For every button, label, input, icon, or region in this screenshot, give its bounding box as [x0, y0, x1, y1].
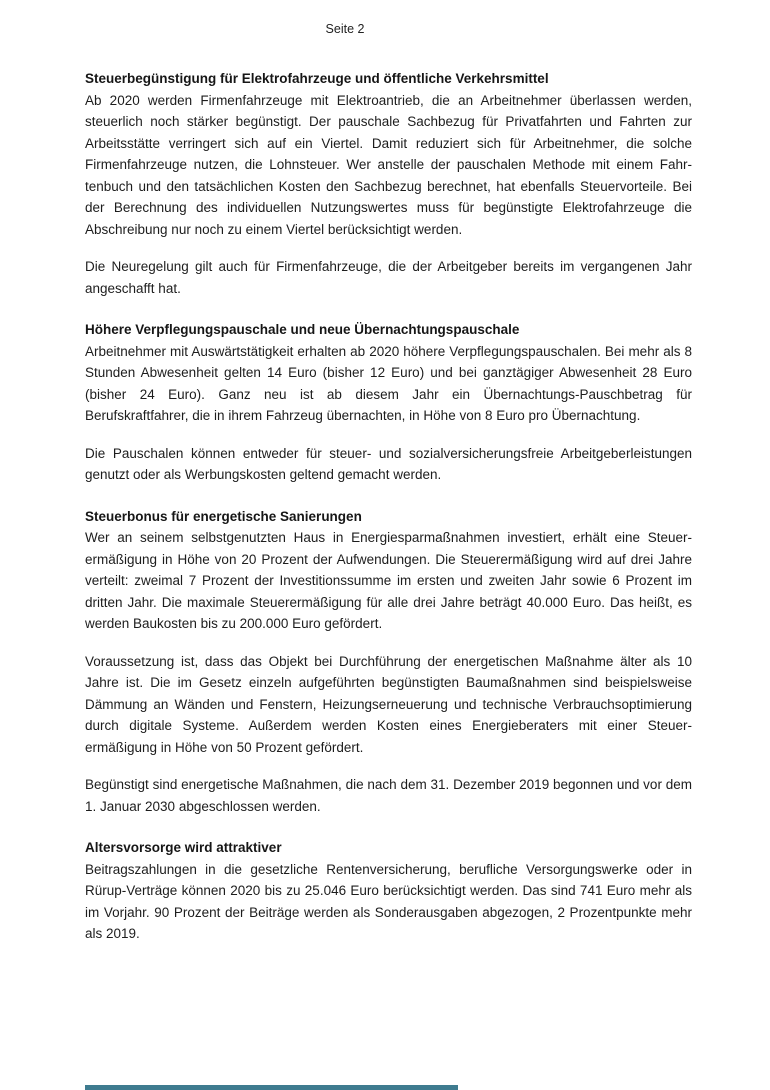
clipped-table-header-bar: [85, 1085, 458, 1090]
paragraph: Die Pauschalen können entweder für steuer- und sozialversicherungsfreie Arbeitgeberleistungen genutzt oder als Werbungskosten geltend gemacht werden.: [85, 445, 692, 482]
document-content: [85, 68, 692, 965]
section-altersvorsorge: [85, 837, 692, 945]
paragraph: Die Neuregelung gilt auch für Firmenfahrzeuge, die der Arbeitgeber bereits im vergangenen Jahr angeschafft hat.: [85, 259, 692, 296]
paragraph: Voraussetzung ist, dass das Objekt bei Durchführung der energetischen Maßnahme älter als 10 Jahre ist. Die im Gesetz einzeln aufgeführten begünstigten Baumaßnahmen sind beispielsweise Dämmung an Wänden und Fenstern, Heizungserneuerung und technische Verbrauchsoptimierung durch digitale Systeme. Außerdem werden Kosten eines Energieberaters mit einer Steuerermäßigung in Höhe von 50 Prozent gefördert.: [85, 653, 692, 755]
section-heading: Höhere Verpflegungspauschale und neue Übernachtungspauschale: [85, 322, 520, 337]
paragraph: Ab 2020 werden Firmenfahrzeuge mit Elektroantrieb, die an Arbeitnehmer überlassen werden, steuerlich noch stärker begünstigt. Der pauschale Sachbezug für Privatfahrten und Fahrten zur Arbeitsstätte verringert sich auf ein Viertel. Damit reduziert sich für Arbeitnehmer, die solche Firmenfahrzeuge nutzen, die Lohnsteuer. Wer anstelle der pauschalen Methode mit einem Fahrtenbuch und den tatsächlichen Kosten den Sachbezug berechnet, hat ebenfalls Steuervorteile. Bei der Berechnung des individuellen Nutzungswertes muss für begünstigte Elektrofahrzeuge die Abschreibung nur noch zu einem Viertel berücksichtigt werden.: [85, 92, 692, 237]
section-heading: Steuerbegünstigung für Elektrofahrzeuge und öffentliche Verkehrsmittel: [85, 71, 549, 86]
section-elektrofahrzeuge: [85, 68, 692, 299]
section-heading: Steuerbonus für energetische Sanierungen: [85, 508, 362, 524]
paragraph: Begünstigt sind energetische Maßnahmen, die nach dem 31. Dezember 2019 begonnen und vor dem 1. Januar 2030 abgeschlossen werden.: [85, 777, 692, 814]
section-verpflegungspauschale: [85, 319, 692, 486]
paragraph: Wer an seinem selbstgenutzten Haus in Energiesparmaßnahmen investiert, erhält eine Steuerermäßigung in Höhe von 20 Prozent der Aufwendungen. Die Steuerermäßigung wird auf drei Jahre verteilt: zweimal 7 Prozent der Investitionssumme im ersten und zweiten Jahr sowie 6 Prozent im dritten Jahr. Die maximale Steuerermäßigung für alle drei Jahre beträgt 40.000 Euro. Das heißt, es werden Baukosten bis zu 200.000 Euro gefördert.: [85, 530, 692, 631]
paragraph: Beitragszahlungen in die gesetzliche Rentenversicherung, berufliche Versorgungswerke oder in Rürup-Verträge können 2020 bis zu 25.046 Euro berücksichtigt werden. Das sind 741 Euro mehr als im Vorjahr. 90 Prozent der Beiträge werden als Sonderausgaben abgezogen, 2 Prozentpunkte mehr als 2019.: [85, 861, 692, 941]
section-heading: Altersvorsorge wird attraktiver: [85, 840, 282, 855]
section-steuerbonus-sanierungen: [85, 506, 692, 818]
paragraph: Arbeitnehmer mit Auswärtstätigkeit erhalten ab 2020 höhere Verpflegungspauschalen. Bei mehr als 8 Stunden Abwesenheit gelten 14 Euro (bisher 12 Euro) und bei ganztägiger Abwesenheit 28 Euro (bisher 24 Euro). Ganz neu ist ab diesem Jahr ein Übernachtungs-Pauschbetrag für Berufskraftfahrer, die in ihrem Fahrzeug übernachten, in Höhe von 8 Euro pro Übernachtung.: [85, 343, 692, 423]
page-number: Seite 2: [325, 22, 365, 36]
